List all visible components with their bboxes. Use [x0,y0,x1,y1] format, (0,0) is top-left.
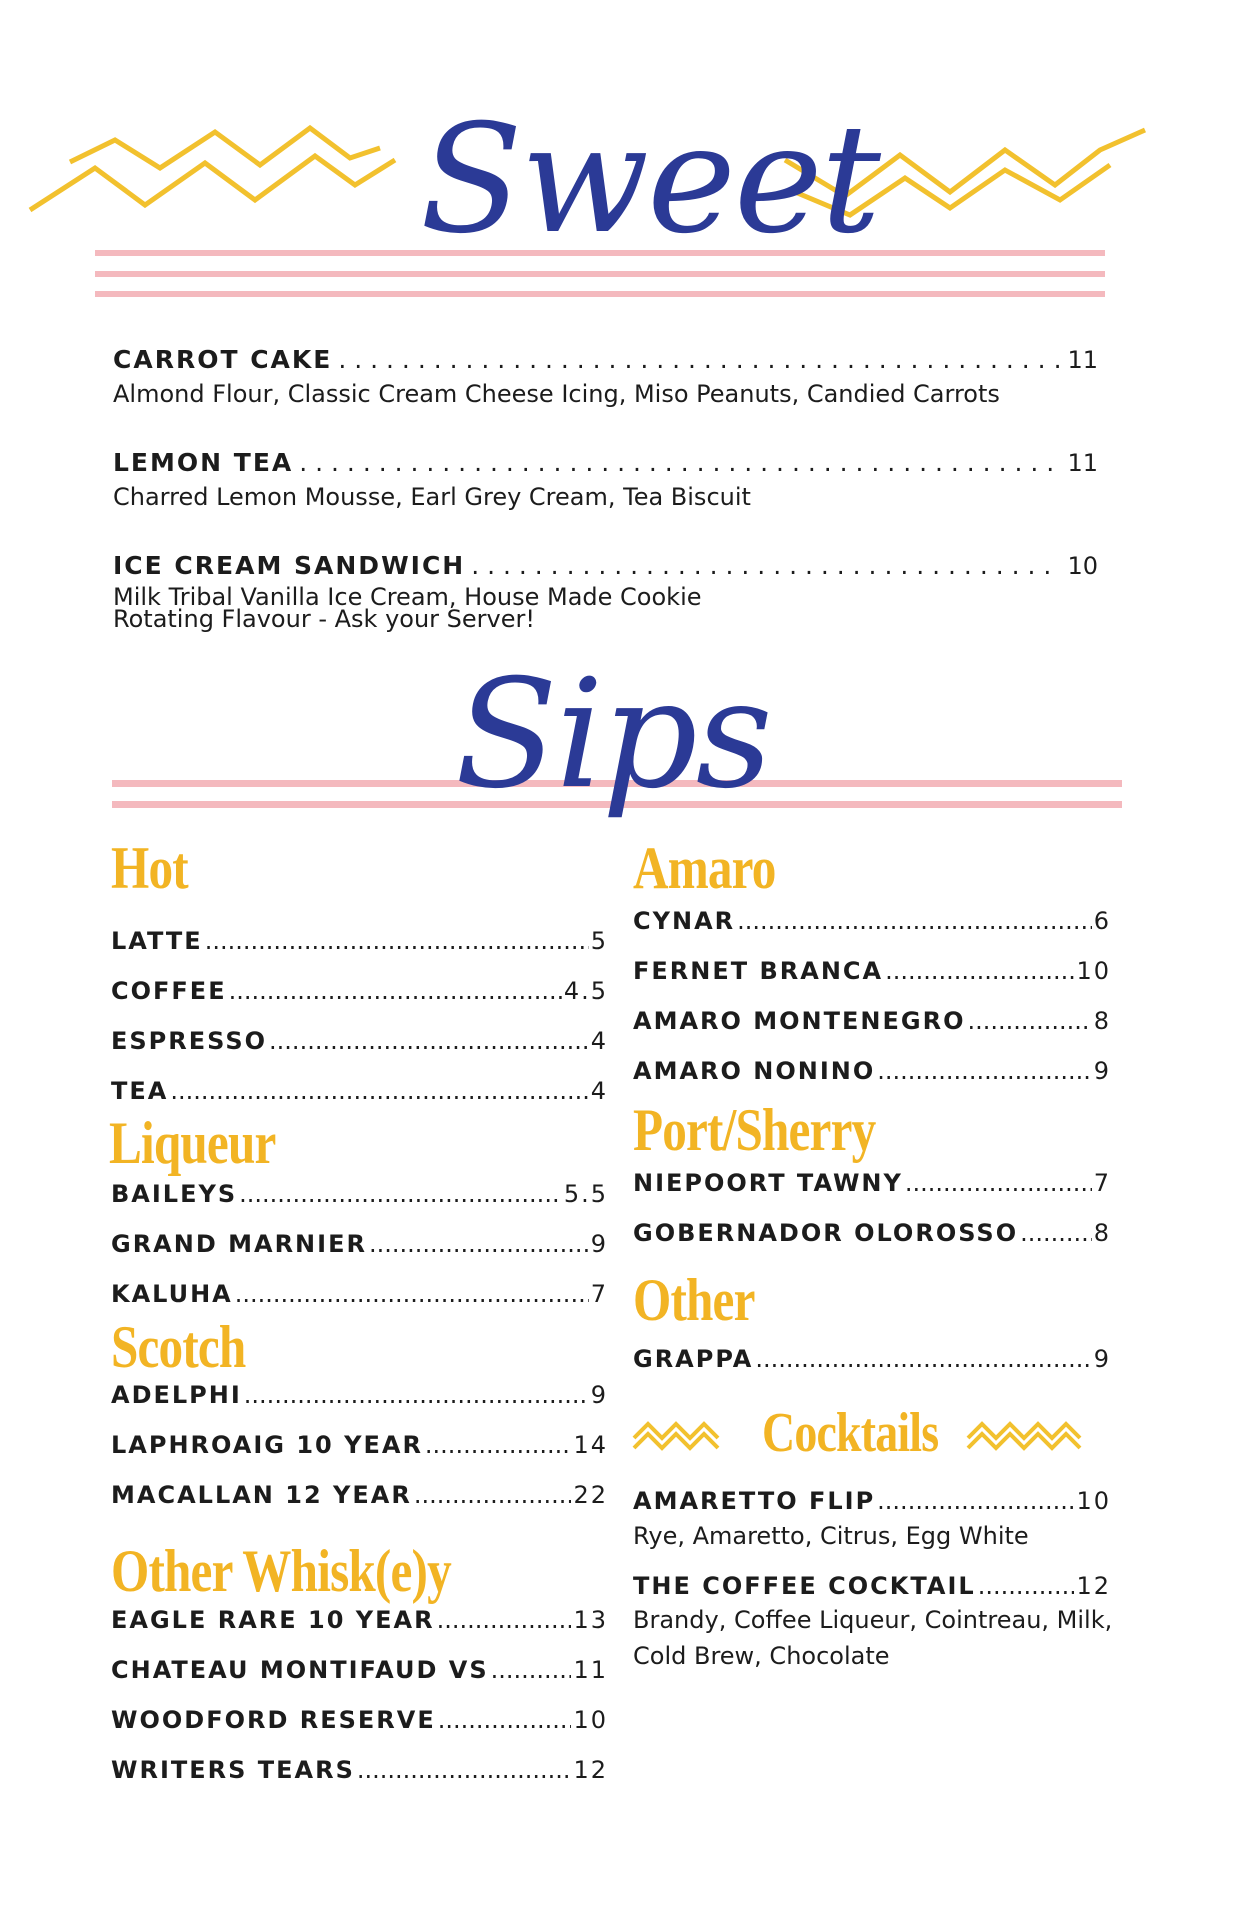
category-heading-other: Other [633,1267,755,1333]
drink-price: 10 [1076,957,1111,985]
drink-price: 4.5 [563,977,608,1005]
right-zigzag-icon [968,1424,1080,1448]
dot-leader [205,927,589,955]
drink-price: 11 [573,1656,608,1684]
dot-leader [437,1606,572,1634]
drink-price: 9 [1093,1345,1111,1373]
item-price: 10 [1067,552,1098,580]
dot-leader [885,957,1074,985]
drink-name: ESPRESSO [111,1027,268,1055]
drink-price: 9 [590,1381,608,1409]
drink-price: 14 [573,1431,608,1459]
dot-leader [438,1706,572,1734]
dot-leader [239,1180,562,1208]
drink-name: CYNAR [633,907,736,935]
drink-row [111,1706,608,1734]
dot-leader [269,1027,589,1055]
item-price: 11 [1067,449,1098,477]
dot-leader [229,977,562,1005]
left-zigzag-icon [634,1424,718,1448]
drink-price: 8 [1093,1007,1111,1035]
drink-row [111,1230,608,1258]
drink-row [111,927,608,955]
drink-name: GRAPPA [633,1345,754,1373]
item-name: ICE CREAM SANDWICH [113,551,466,580]
drink-name: THE COFFEE COCKTAIL [633,1572,976,1600]
drink-name: COFFEE [111,977,227,1005]
drink-name: AMARETTO FLIP [633,1487,876,1515]
drink-name: MACALLAN 12 YEAR [111,1481,412,1509]
dot-leader [235,1280,589,1308]
item-name: LEMON TEA [113,448,294,477]
category-heading-scotch: Scotch [111,1314,246,1380]
category-heading-liqueur: Liqueur [109,1110,276,1176]
dot-leader [978,1572,1075,1600]
drink-price: 7 [1093,1169,1111,1197]
drink-price: 12 [573,1756,608,1784]
dot-leader [737,907,1092,935]
drink-row [633,1487,1111,1515]
menu-item [113,448,1098,511]
drink-name: EAGLE RARE 10 YEAR [111,1606,435,1634]
menu-item [113,551,1098,633]
drink-name: AMARO MONTENEGRO [633,1007,966,1035]
dot-leader [425,1431,572,1459]
category-heading-cocktails: Cocktails [762,1402,939,1464]
drink-name: LAPHROAIG 10 YEAR [111,1431,423,1459]
item-description: Rotating Flavour - Ask your Server! [113,605,535,633]
item-price: 11 [1067,346,1098,374]
category-heading-port-sherry: Port/Sherry [633,1097,876,1163]
cocktail-description: Rye, Amaretto, Citrus, Egg White [633,1522,1029,1550]
drink-price: 9 [590,1230,608,1258]
drink-price: 4 [590,1027,608,1055]
item-description: Milk Tribal Vanilla Ice Cream, House Made Cookie [113,583,702,611]
drink-row [633,1345,1111,1373]
drink-price: 13 [573,1606,608,1634]
drink-row [111,1481,608,1509]
dot-leader [369,1230,589,1258]
drink-row [111,1606,608,1634]
drink-name: GRAND MARNIER [111,1230,367,1258]
category-heading-hot: Hot [111,835,188,901]
dot-leader [1020,1219,1092,1247]
item-description: Charred Lemon Mousse, Earl Grey Cream, Tea Biscuit [113,483,751,511]
drink-name: TEA [111,1077,169,1105]
dot-leader [357,1756,572,1784]
left-zigzag-icon [30,128,395,210]
dot-leader [877,1487,1074,1515]
drink-price: 6 [1093,907,1111,935]
drink-row [633,907,1111,935]
drink-row [633,1057,1111,1085]
dot-leader [755,1345,1091,1373]
drink-name: BAILEYS [111,1180,238,1208]
drink-name: LATTE [111,927,203,955]
drink-row [111,1180,608,1208]
drink-name: KALUHA [111,1280,233,1308]
drink-row [633,1169,1111,1197]
dot-leader [905,1169,1092,1197]
dot-leader [338,345,1061,374]
drink-name: ADELPHI [111,1381,242,1409]
drink-name: WRITERS TEARS [111,1756,355,1784]
drink-price: 8 [1093,1219,1111,1247]
dot-leader [414,1481,572,1509]
drink-price: 5.5 [563,1180,608,1208]
drink-row [111,977,608,1005]
drink-price: 9 [1093,1057,1111,1085]
drink-row [633,957,1111,985]
drink-price: 5 [590,927,608,955]
drink-row [111,1027,608,1055]
drink-row [111,1077,608,1105]
drink-row [633,1572,1111,1600]
drink-price: 10 [1076,1487,1111,1515]
drink-row [633,1007,1111,1035]
drink-name: FERNET BRANCA [633,957,884,985]
drink-row [111,1280,608,1308]
drink-name: AMARO NONINO [633,1057,876,1085]
dot-leader [877,1057,1091,1085]
sweet-title: Sweet [420,93,879,267]
drink-row [111,1381,608,1409]
drink-row [633,1219,1111,1247]
drink-row [111,1431,608,1459]
dot-leader [299,448,1061,477]
cocktail-description: Cold Brew, Chocolate [633,1642,890,1670]
dot-leader [170,1077,588,1105]
item-name: CARROT CAKE [113,345,333,374]
drink-row [111,1656,608,1684]
drink-name: WOODFORD RESERVE [111,1706,436,1734]
drink-row [111,1756,608,1784]
drink-price: 22 [573,1481,608,1509]
drink-price: 4 [590,1077,608,1105]
menu-item [113,345,1098,408]
sips-title: Sips [455,648,771,822]
drink-price: 7 [590,1280,608,1308]
cocktail-description: Brandy, Coffee Liqueur, Cointreau, Milk, [633,1606,1113,1634]
dot-leader [491,1656,572,1684]
category-heading-other-whiskey: Other Whisk(e)y [111,1538,451,1604]
dot-leader [471,551,1061,580]
drink-name: GOBERNADOR OLOROSSO [633,1219,1019,1247]
drink-name: NIEPOORT TAWNY [633,1169,903,1197]
drink-name: CHATEAU MONTIFAUD VS [111,1656,489,1684]
category-heading-amaro: Amaro [633,835,776,901]
dot-leader [244,1381,589,1409]
item-description: Almond Flour, Classic Cream Cheese Icing, Miso Peanuts, Candied Carrots [113,380,1000,408]
drink-price: 10 [573,1706,608,1734]
dot-leader [967,1007,1091,1035]
drink-price: 12 [1076,1572,1111,1600]
